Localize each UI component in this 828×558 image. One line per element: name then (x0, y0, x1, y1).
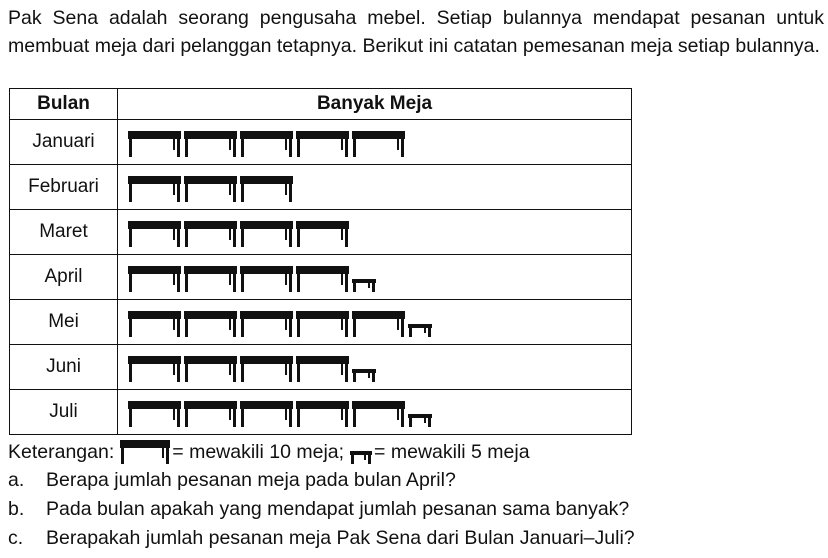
question-text: Pada bulan apakah yang mendapat jumlah pesanan sama banyak? (46, 498, 630, 520)
question-text: Berapa jumlah pesanan meja pada bulan April? (46, 469, 456, 491)
table-row (10, 345, 632, 390)
small-table-icon (408, 414, 432, 427)
table-icon (296, 131, 349, 157)
legend (8, 440, 530, 464)
month-cell: Februari (10, 165, 118, 210)
pictogram-cell (118, 255, 632, 300)
table-icon (184, 221, 237, 247)
table-row (10, 300, 632, 345)
table-icon (128, 176, 181, 202)
question-a (8, 466, 635, 495)
month-cell: April (10, 255, 118, 300)
small-table-icon (352, 369, 376, 382)
table-icon (128, 356, 181, 382)
table-icon (296, 311, 349, 337)
legend-half-text: = mewakili 5 meja (374, 441, 530, 463)
question-text: Berapakah jumlah pesanan meja Pak Sena dari Bulan Januari–Juli? (46, 527, 635, 549)
month-cell: Mei (10, 300, 118, 345)
table-icon (240, 266, 293, 292)
table-icon (128, 311, 181, 337)
legend-full-text: = mewakili 10 meja; (172, 441, 345, 463)
month-cell: Maret (10, 210, 118, 255)
small-table-icon (350, 451, 372, 464)
table-row (10, 210, 632, 255)
table-icon (128, 266, 181, 292)
table-icon (128, 401, 181, 427)
pictogram-cell (118, 300, 632, 345)
pictogram-table (9, 88, 632, 435)
month-cell: Januari (10, 120, 118, 165)
table-icon (184, 356, 237, 382)
table-icon (184, 401, 237, 427)
table-icon (296, 401, 349, 427)
question-c (8, 524, 635, 553)
legend-prefix: Keterangan: (8, 441, 115, 463)
table-icon (120, 440, 170, 464)
small-table-icon (408, 324, 432, 337)
pictogram-cell (118, 345, 632, 390)
table-header-row (10, 89, 632, 120)
header-count: Banyak Meja (118, 89, 632, 120)
table-icon (352, 401, 405, 427)
table-icon (296, 221, 349, 247)
month-cell: Juli (10, 390, 118, 435)
table-row (10, 390, 632, 435)
small-table-icon (352, 279, 376, 292)
question-letter: b. (8, 498, 25, 520)
table-icon (128, 131, 181, 157)
table-row (10, 255, 632, 300)
table-icon (240, 311, 293, 337)
table-icon (240, 356, 293, 382)
table-icon (184, 176, 237, 202)
questions (8, 466, 635, 553)
pictogram-cell (118, 210, 632, 255)
table-icon (128, 221, 181, 247)
table-icon (184, 131, 237, 157)
question-letter: a. (8, 469, 25, 491)
table-icon (184, 311, 237, 337)
table-icon (240, 176, 293, 202)
pictogram-cell (118, 390, 632, 435)
table-icon (296, 356, 349, 382)
month-cell: Juni (10, 345, 118, 390)
table-icon (352, 311, 405, 337)
pictogram-cell (118, 120, 632, 165)
pictogram-cell (118, 165, 632, 210)
question-b (8, 495, 635, 524)
table-row (10, 120, 632, 165)
question-letter: c. (8, 527, 24, 549)
intro-paragraph: Pak Sena adalah seorang pengusaha mebel. Setiap bulannya mendapat pesanan untuk membuat meja dari pelanggan tetapnya. Berikut ini catatan pemesanan meja setiap bulannya. (8, 7, 824, 57)
table-row (10, 165, 632, 210)
table-icon (184, 266, 237, 292)
table-icon (240, 401, 293, 427)
table-icon (240, 221, 293, 247)
table-icon (352, 131, 405, 157)
table-icon (240, 131, 293, 157)
header-month: Bulan (10, 89, 118, 120)
table-icon (296, 266, 349, 292)
